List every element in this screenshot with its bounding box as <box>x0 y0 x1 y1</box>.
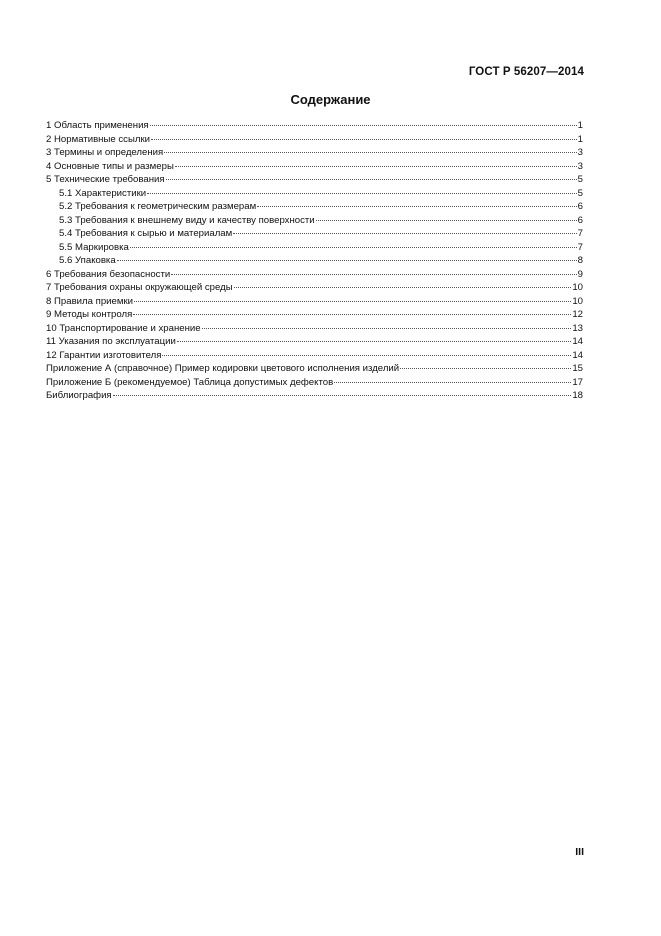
toc-entry-page: 7 <box>577 228 583 239</box>
toc-leader-dots <box>177 333 572 342</box>
toc-leader-dots <box>171 266 576 275</box>
toc-leader-dots <box>147 185 577 194</box>
toc-entry-page: 12 <box>572 309 583 320</box>
toc-entry-page: 10 <box>572 282 583 293</box>
toc-leader-dots <box>133 306 571 315</box>
toc-entry-page: 15 <box>572 363 583 374</box>
toc-entry-page: 1 <box>577 120 583 131</box>
toc-entry-label: 5.6 Упаковка <box>59 255 116 266</box>
toc-entry-page: 13 <box>572 322 583 334</box>
toc-leader-dots <box>400 360 571 369</box>
toc-leader-dots <box>162 347 571 356</box>
toc-leader-dots <box>151 131 577 140</box>
toc-leader-dots <box>150 117 577 126</box>
toc-entry-label: 3 Термины и определения <box>46 147 164 158</box>
toc-entry-label: 8 Правила приемки <box>46 295 133 307</box>
toc-entry-page: 6 <box>577 214 583 226</box>
toc-entry-label: 2 Нормативные ссылки <box>46 133 151 145</box>
toc-entry-page: 6 <box>577 201 583 212</box>
toc-entry-label: 5.1 Характеристики <box>59 187 147 199</box>
toc-entry-page: 8 <box>577 255 583 266</box>
toc-entry-page: 17 <box>572 376 583 388</box>
toc-entry-page: 3 <box>577 147 583 158</box>
toc-entry-label: 5 Технические требования <box>46 174 165 185</box>
toc-entry-label: Приложение Б (рекомендуемое) Таблица допустимых дефектов <box>46 376 334 388</box>
toc-entry-page: 10 <box>572 295 583 307</box>
toc-entry-label: 5.2 Требования к геометрическим размерам <box>59 201 257 212</box>
toc-entry-page: 18 <box>572 390 583 401</box>
toc-entry-label: 5.3 Требования к внешнему виду и качеству поверхности <box>59 214 315 226</box>
toc-leader-dots <box>233 225 576 234</box>
toc-leader-dots <box>316 212 577 221</box>
toc-leader-dots <box>166 171 577 180</box>
toc-leader-dots <box>113 387 572 396</box>
toc-entry-page: 1 <box>577 133 583 145</box>
toc-leader-dots <box>175 158 577 167</box>
page-number: III <box>575 846 584 858</box>
toc-leader-dots <box>134 293 571 302</box>
toc-entry-label: 4 Основные типы и размеры <box>46 160 174 172</box>
toc-leader-dots <box>257 198 576 207</box>
toc-leader-dots <box>202 320 572 329</box>
toc-leader-dots <box>334 374 571 383</box>
toc-entry-page: 5 <box>577 187 583 199</box>
toc-leader-dots <box>117 252 577 261</box>
toc-entry-bibliography[interactable] <box>46 389 583 403</box>
toc-entry-label: Приложение А (справочное) Пример кодировки цветового исполнения изделий <box>46 363 400 374</box>
toc-entry-label: Библиография <box>46 390 112 401</box>
toc-entry-label: 12 Гарантии изготовителя <box>46 349 162 361</box>
toc-entry-label: 6 Требования безопасности <box>46 268 171 280</box>
toc-entry-label: 5.5 Маркировка <box>59 241 129 253</box>
toc-entry-label: 1 Область применения <box>46 120 149 131</box>
toc-leader-dots <box>130 239 577 248</box>
toc-leader-dots <box>164 144 576 153</box>
toc-entry-page: 14 <box>572 349 583 361</box>
toc-title: Содержание <box>290 92 371 107</box>
toc-entry-page: 3 <box>577 160 583 172</box>
toc-entry-label: 9 Методы контроля <box>46 309 133 320</box>
toc-entry-page: 9 <box>577 268 583 280</box>
toc-entry-label: 10 Транспортирование и хранение <box>46 322 201 334</box>
toc-entry-page: 5 <box>577 174 583 185</box>
toc-entry-label: 5.4 Требования к сырью и материалам <box>59 228 233 239</box>
table-of-contents <box>46 119 583 403</box>
toc-leader-dots <box>234 279 572 288</box>
toc-entry-label: 7 Требования охраны окружающей среды <box>46 282 233 293</box>
document-header: ГОСТ Р 56207—2014 <box>468 66 584 78</box>
toc-entry-page: 14 <box>572 336 583 347</box>
toc-entry-page: 7 <box>577 241 583 253</box>
toc-entry-label: 11 Указания по эксплуатации <box>46 336 176 347</box>
